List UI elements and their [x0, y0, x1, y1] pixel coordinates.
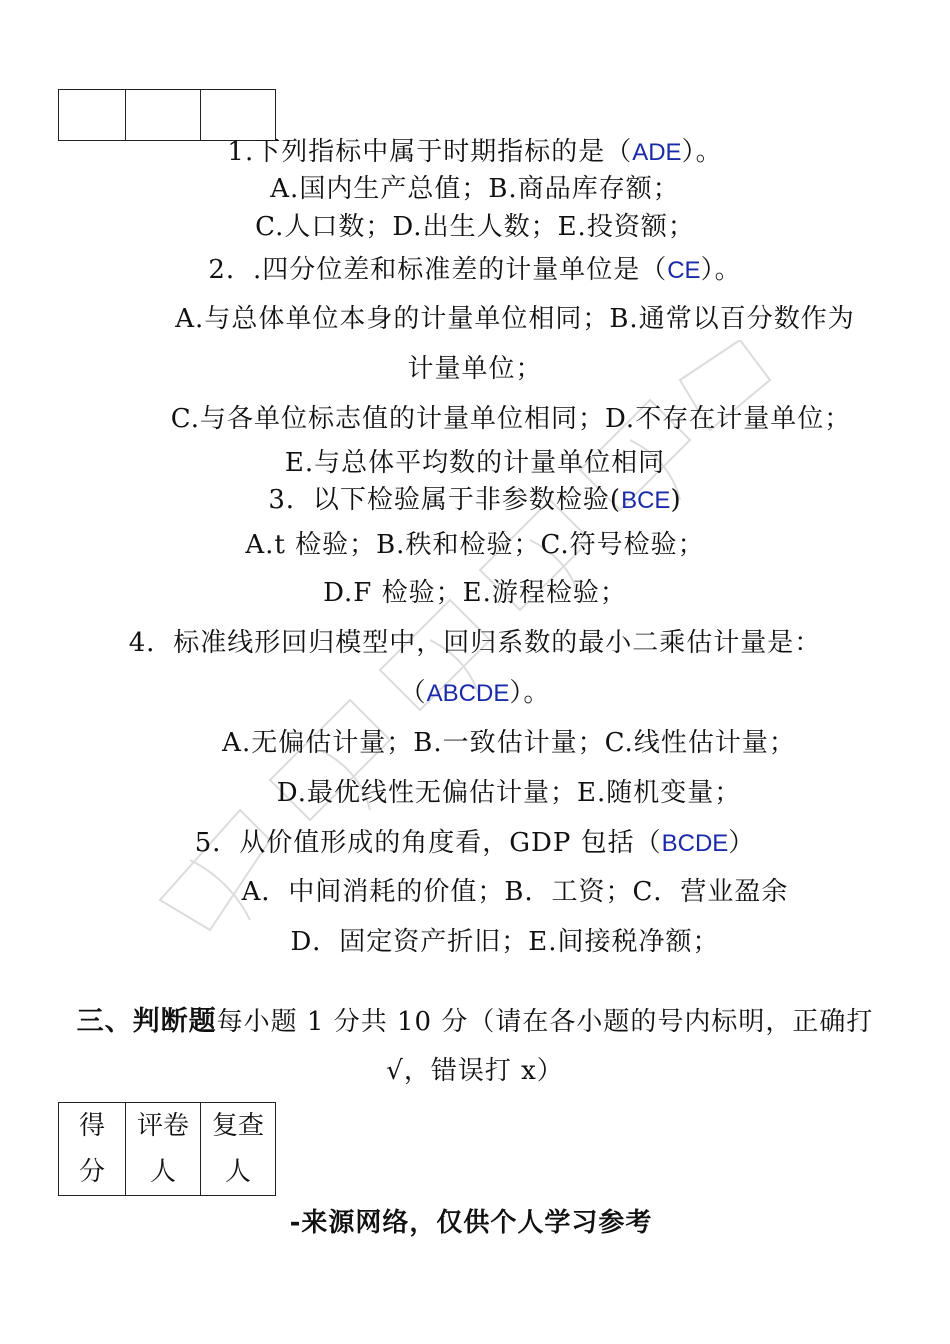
- q4-answer: ABCDE: [426, 680, 510, 707]
- q3-stem: [0, 483, 950, 518]
- q3-stem-text: 3．以下检验属于非参数检验(: [268, 485, 622, 515]
- top-score-cell: [201, 90, 276, 141]
- q1-stem-text: 1.下列指标中属于时期指标的是（: [227, 137, 633, 167]
- top-score-cell: [126, 90, 201, 141]
- q2-answer: CE: [667, 257, 701, 284]
- q2-options-3: C.与各单位标志值的计量单位相同；D.不存在计量单位；: [170, 404, 852, 434]
- section3-desc-line2: √，错误打 x）: [386, 1056, 564, 1086]
- section3-heading: [0, 1005, 950, 1039]
- q5-stem-end: ）: [728, 828, 756, 858]
- score-table: [58, 1102, 276, 1196]
- score-cell-reviewer-bottom: 人: [224, 1157, 251, 1187]
- score-cell-reviewer-top: 复查: [211, 1111, 264, 1141]
- q5-stem: [0, 826, 950, 861]
- q2-options-1: A.与总体单位本身的计量单位相同；B.通常以百分数作为: [175, 304, 855, 334]
- score-cell-reviewer: [201, 1103, 276, 1196]
- q1-answer: ADE: [632, 139, 682, 166]
- top-score-cell: [59, 90, 126, 141]
- q3-options-1: A.t 检验；B.秩和检验；C.符号检验；: [245, 530, 705, 560]
- score-cell-grader-bottom: 人: [149, 1157, 176, 1187]
- score-cell-grader-top: 评卷: [136, 1111, 189, 1141]
- q2-options-2: 计量单位；: [407, 354, 543, 384]
- section3-title: 三、判断题: [76, 1006, 217, 1037]
- q4-options-1: A.无偏估计量；B.一致估计量；C.线性估计量；: [222, 728, 796, 758]
- q3-answer: BCE: [621, 487, 671, 514]
- score-cell-score: [59, 1103, 126, 1196]
- q5-options-2: D．固定资产折旧；E.间接税净额；: [290, 927, 720, 957]
- q5-stem-text: 5．从价值形成的角度看，GDP 包括（: [194, 828, 662, 858]
- q3-stem-end: ): [670, 485, 682, 515]
- q4-stem: 4．标准线形回归模型中，回归系数的最小二乘估计量是：: [128, 628, 822, 658]
- q3-options-2: D.F 检验；E.游程检验；: [323, 578, 627, 608]
- q5-answer: BCDE: [661, 830, 729, 857]
- q4-options-2: D.最优线性无偏估计量；E.随机变量；: [276, 778, 742, 808]
- q1-options-2: C.人口数；D.出生人数；E.投资额；: [255, 212, 695, 242]
- q5-options-1: A．中间消耗的价值；B．工资；C．营业盈余: [241, 877, 789, 907]
- q2-stem: [0, 253, 950, 288]
- score-cell-score-bottom: 分: [78, 1157, 105, 1187]
- q4-answer-open: （: [399, 678, 427, 708]
- score-cell-grader: [126, 1103, 201, 1196]
- section3-desc: 每小题 1 分共 10 分（请在各小题的号内标明，正确打: [216, 1007, 874, 1037]
- q1-stem: [0, 135, 950, 170]
- score-cell-score-top: 得: [78, 1111, 105, 1141]
- q2-stem-text: 2．.四分位差和标准差的计量单位是（: [208, 255, 668, 285]
- top-score-table: [58, 89, 276, 141]
- q4-answer-line: [0, 676, 950, 711]
- footer-source-note: -来源网络，仅供个人学习参考: [289, 1208, 653, 1238]
- q1-options-1: A.国内生产总值；B.商品库存额；: [270, 174, 680, 204]
- q2-options-4: E.与总体平均数的计量单位相同: [284, 448, 666, 478]
- q4-answer-close: ）。: [509, 678, 551, 708]
- q2-stem-end: ）。: [700, 255, 742, 285]
- q1-stem-end: ）。: [681, 137, 723, 167]
